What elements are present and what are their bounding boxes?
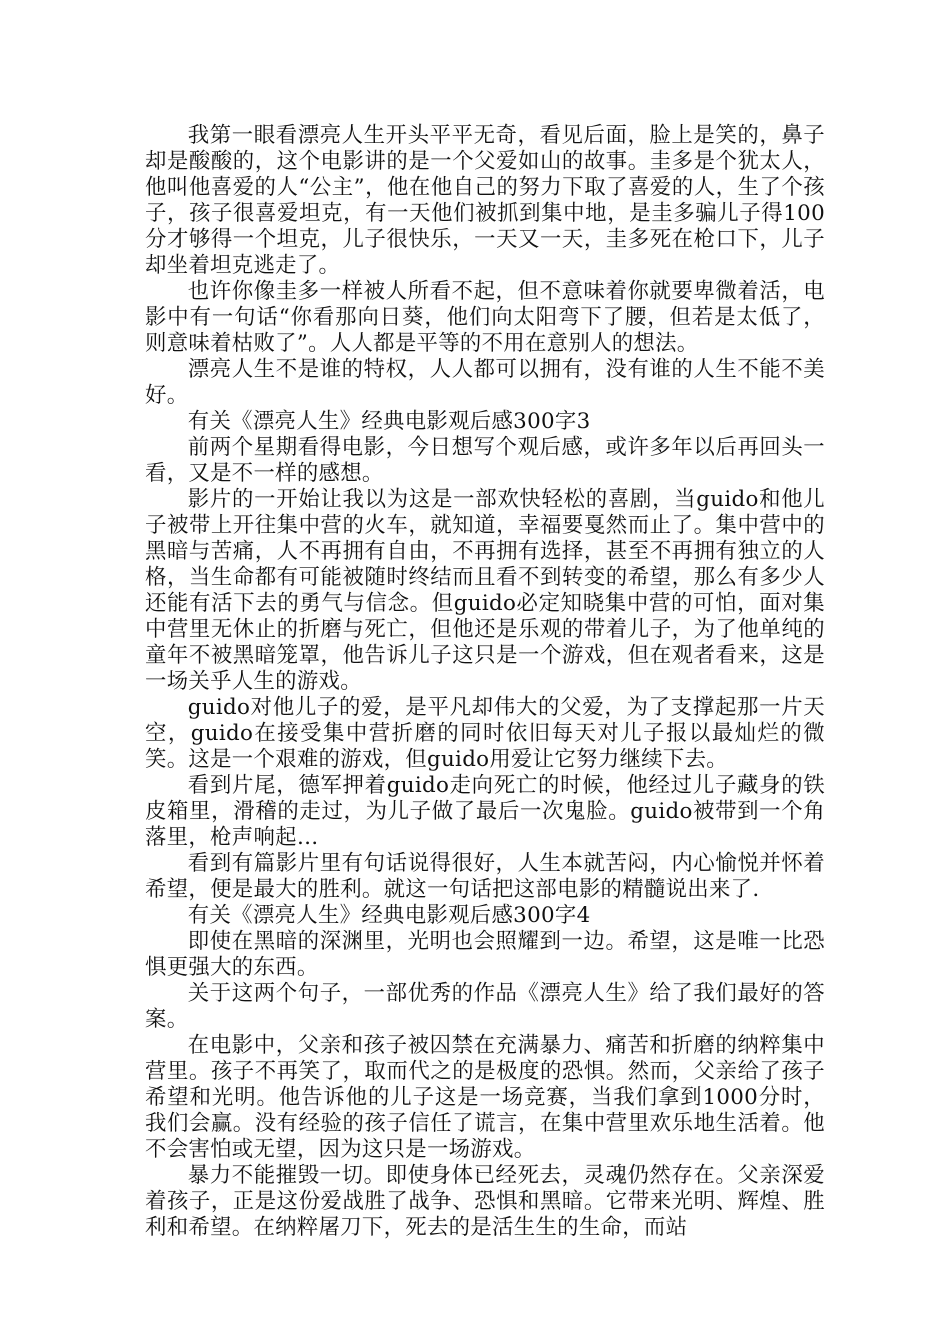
paragraph: 即使在黑暗的深渊里，光明也会照耀到一边。希望，这是唯一比恐惧更强大的东西。	[145, 929, 825, 980]
paragraph: 关于这两个句子，一部优秀的作品《漂亮人生》给了我们最好的答案。	[145, 981, 825, 1032]
paragraph: 看到有篇影片里有句话说得很好，人生本就苦闷，内心愉悦并怀着希望，便是最大的胜利。就这一句话把这部电影的精髓说出来了.	[145, 851, 825, 902]
paragraph: 漂亮人生不是谁的特权，人人都可以拥有，没有谁的人生不能不美好。	[145, 357, 825, 408]
paragraph: guido对他儿子的爱，是平凡却伟大的父爱，为了支撑起那一片天空，guido在接受集中营折磨的同时依旧每天对儿子报以最灿烂的微笑。这是一个艰难的游戏，但guido用爱让它努力继续下去。	[145, 695, 825, 772]
paragraph: 暴力不能摧毁一切。即使身体已经死去，灵魂仍然存在。父亲深爱着孩子，正是这份爱战胜了战争、恐惧和黑暗。它带来光明、辉煌、胜利和希望。在纳粹屠刀下，死去的是活生生的生命，而站	[145, 1163, 825, 1240]
paragraph: 我第一眼看漂亮人生开头平平无奇，看见后面，脸上是笑的，鼻子却是酸酸的，这个电影讲的是一个父爱如山的故事。圭多是个犹太人，他叫他喜爱的人“公主”，他在他自己的努力下取了喜爱的人，生了个孩子，孩子很喜爱坦克，有一天他们被抓到集中地，是圭多骗儿子得100分才够得一个坦克，儿子很快乐，一天又一天，圭多死在枪口下，儿子却坐着坦克逃走了。	[145, 123, 825, 278]
paragraph: 也许你像圭多一样被人所看不起，但不意味着你就要卑微着活，电影中有一句话“你看那向日葵，他们向太阳弯下了腰，但若是太低了，则意味着枯败了”。人人都是平等的不用在意别人的想法。	[145, 279, 825, 356]
document-page	[145, 123, 825, 1241]
paragraph: 前两个星期看得电影，今日想写个观后感，或许多年以后再回头一看，又是不一样的感想。	[145, 435, 825, 486]
section-heading: 有关《漂亮人生》经典电影观后感300字3	[187, 409, 591, 434]
paragraph: 在电影中，父亲和孩子被囚禁在充满暴力、痛苦和折磨的纳粹集中营里。孩子不再笑了，取而代之的是极度的恐惧。然而，父亲给了孩子希望和光明。他告诉他的儿子这是一场竞赛，当我们拿到1000分时，我们会赢。没有经验的孩子信任了谎言，在集中营里欢乐地生活着。他不会害怕或无望，因为这只是一场游戏。	[145, 1033, 825, 1162]
section-heading: 有关《漂亮人生》经典电影观后感300字4	[187, 903, 591, 928]
paragraph: 影片的一开始让我以为这是一部欢快轻松的喜剧，当guido和他儿子被带上开往集中营的火车，就知道，幸福要戛然而止了。集中营中的黑暗与苦痛，人不再拥有自由，不再拥有选择，甚至不再拥有独立的人格，当生命都有可能被随时终结而且看不到转变的希望，那么有多少人还能有活下去的勇气与信念。但guido必定知晓集中营的可怕，面对集中营里无休止的折磨与死亡，但他还是乐观的带着儿子，为了他单纯的童年不被黑暗笼罩，他告诉儿子这只是一个游戏，但在观者看来，这是一场关乎人生的游戏。	[145, 487, 825, 694]
paragraph: 看到片尾，德军押着guido走向死亡的时候，他经过儿子藏身的铁皮箱里，滑稽的走过，为儿子做了最后一次鬼脸。guido被带到一个角落里，枪声响起…	[145, 773, 825, 850]
